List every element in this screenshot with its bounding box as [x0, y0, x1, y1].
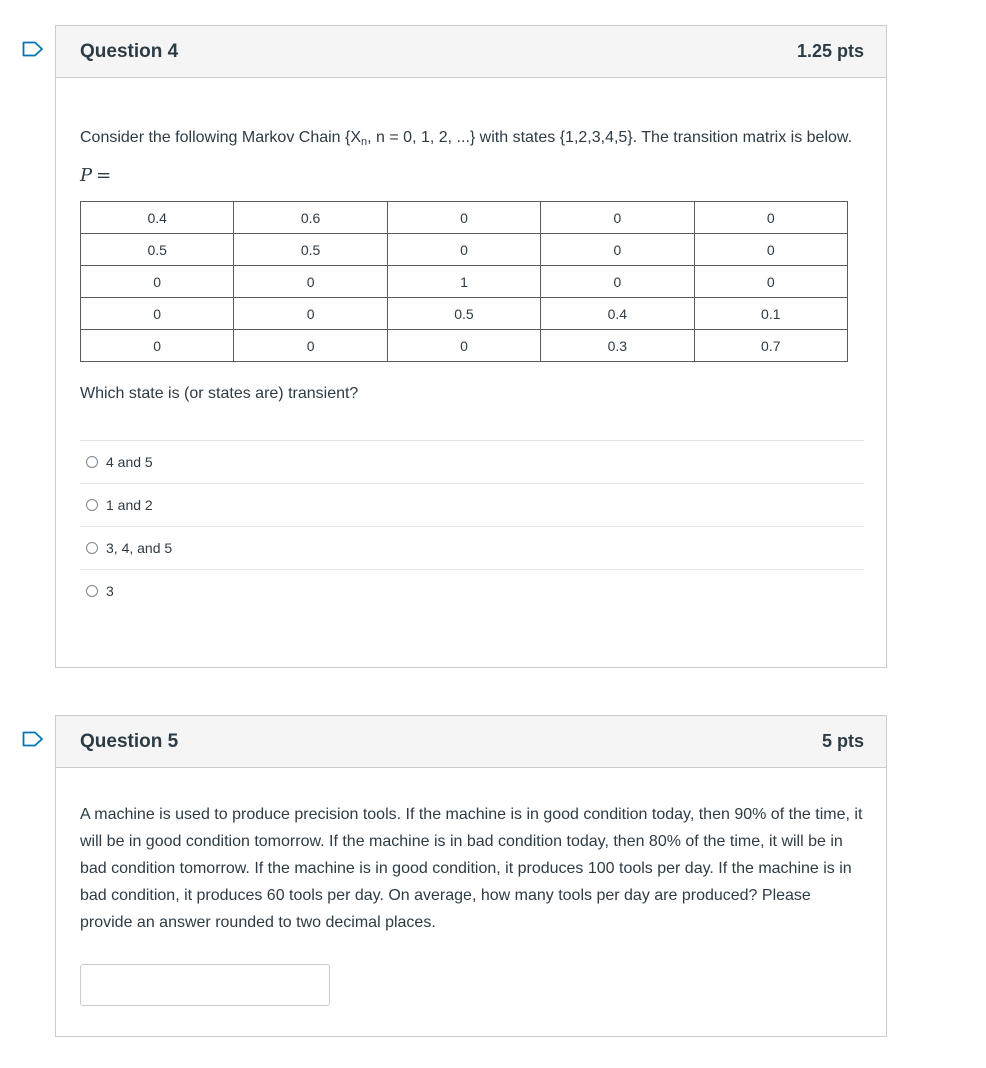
- question-text-part: , n = 0, 1, 2, ...} with states {1,2,3,4,5}. The transition matrix is below.: [367, 129, 853, 146]
- question-points: 1.25 pts: [796, 41, 864, 61]
- matrix-cell: 0: [387, 330, 540, 362]
- matrix-cell: 0: [387, 202, 540, 234]
- matrix-cell: 0: [694, 202, 847, 234]
- matrix-symbol: P: [80, 165, 93, 186]
- answer-option-label: 4 and 5: [106, 454, 153, 470]
- matrix-cell: 0.6: [234, 202, 387, 234]
- matrix-cell: 0.7: [694, 330, 847, 362]
- answer-option[interactable]: [80, 527, 864, 570]
- answer-option-label: 1 and 2: [106, 497, 153, 513]
- radio-button[interactable]: [86, 542, 98, 554]
- matrix-cell: 0: [694, 266, 847, 298]
- matrix-cell: 0.1: [694, 298, 847, 330]
- matrix-cell: 1: [387, 266, 540, 298]
- question-text-part: Consider the following Markov Chain {X: [80, 129, 362, 146]
- radio-button[interactable]: [86, 456, 98, 468]
- matrix-cell: 0.4: [541, 298, 694, 330]
- subscript-n: n: [361, 136, 368, 148]
- radio-button[interactable]: [86, 499, 98, 511]
- matrix-cell: 0: [694, 234, 847, 266]
- matrix-cell: 0: [234, 298, 387, 330]
- matrix-cell: 0: [234, 266, 387, 298]
- matrix-cell: 0.4: [81, 202, 234, 234]
- matrix-row: [81, 202, 848, 234]
- question-4-card: [55, 25, 887, 668]
- matrix-cell: 0: [81, 298, 234, 330]
- question-4-body: [56, 125, 886, 612]
- answer-options: [80, 440, 864, 612]
- question-prompt: Which state is (or states are) transient?: [80, 385, 359, 402]
- question-title: Question 5: [80, 730, 179, 752]
- question-points: 5 pts: [821, 731, 864, 751]
- question-4-header: [56, 26, 886, 78]
- numeric-answer-input[interactable]: [80, 964, 330, 1006]
- question-5-card: [55, 715, 887, 1037]
- answer-option-label: 3, 4, and 5: [106, 540, 173, 556]
- matrix-cell: 0: [541, 202, 694, 234]
- question-text: A machine is used to produce precision tools. If the machine is in good condition today, then 90% of the time, it will be in good condition tomorrow. If the machine is in bad condition today, then 80% of the time, it will be in bad condition tomorrow. If the machine is in good condition, it produces 100 tools per day. If the machine is in bad condition, it produces 60 tools per day. On average, how many tools per day are produced? Please provide an answer rounded to two decimal places.: [80, 806, 863, 931]
- matrix-cell: 0.5: [81, 234, 234, 266]
- answer-option[interactable]: [80, 570, 864, 612]
- matrix-cell: 0: [541, 266, 694, 298]
- matrix-cell: 0.3: [541, 330, 694, 362]
- matrix-cell: 0: [81, 330, 234, 362]
- question-title: Question 4: [80, 40, 179, 62]
- question-text: [80, 125, 864, 151]
- matrix-cell: 0: [387, 234, 540, 266]
- matrix-cell: 0: [541, 234, 694, 266]
- matrix-row: [81, 298, 848, 330]
- matrix-row: [81, 330, 848, 362]
- matrix-cell: 0.5: [387, 298, 540, 330]
- matrix-row: [81, 266, 848, 298]
- bookmark-flag-icon[interactable]: [22, 731, 44, 747]
- transition-matrix: [80, 201, 848, 362]
- question-5-header: [56, 716, 886, 768]
- matrix-label: [80, 165, 864, 189]
- matrix-cell: 0.5: [234, 234, 387, 266]
- matrix-row: [81, 234, 848, 266]
- answer-option[interactable]: [80, 441, 864, 484]
- radio-button[interactable]: [86, 585, 98, 597]
- answer-option[interactable]: [80, 484, 864, 527]
- equals-sign: =: [96, 165, 112, 186]
- matrix-cell: 0: [81, 266, 234, 298]
- answer-option-label: 3: [106, 583, 114, 599]
- question-5-body: [56, 801, 886, 1006]
- bookmark-flag-icon[interactable]: [22, 41, 44, 57]
- matrix-cell: 0: [234, 330, 387, 362]
